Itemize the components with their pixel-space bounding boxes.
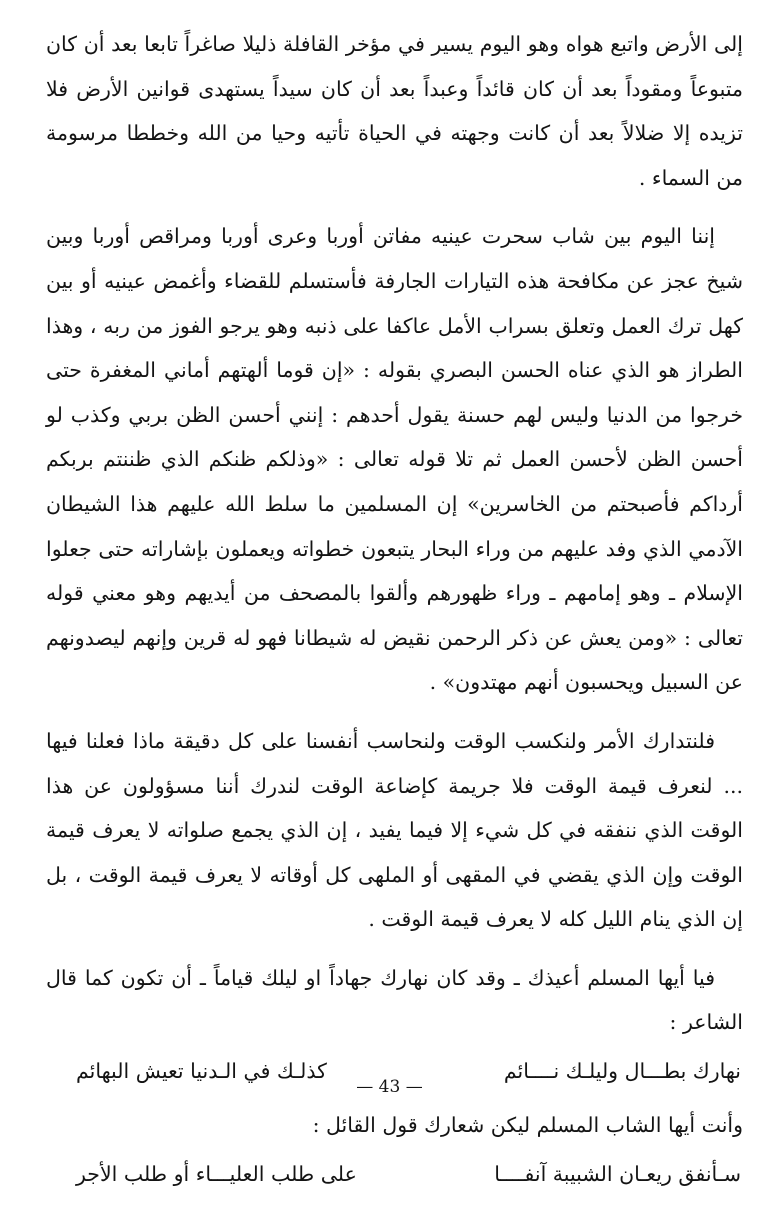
paragraph-modern-youth: إننا اليوم بين شاب سحرت عينيه مفاتن أوربا وعرى أوربا ومراقص أوربا وبين شيخ عجز عن مكافحة هذه التيارات الجارفة فأستسلم للقضاء وأغمض عينيه أو بين كهل ترك العمل وتعلق بسراب الأمل عاكفا على ذنبه وهو يرجو الفوز من ربه ، وهذا الطراز هو الذي عناه الحسن البصري بقوله : «إن قوما ألهتهم أماني المغفرة حتى خرجوا من الدنيا وليس لهم حسنة يقول أحدهم : إنني أحسن الظن بربي وكذب لو أحسن الظن لأحسن العمل ثم تلا قوله تعالى : «وذلكم ظنكم الذي ظننتم بربكم أرداكم فأصبحتم من الخاسرين» إن المسلمين ما سلط الله عليهم هذا الشيطان الآدمي الذي وفد عليهم من وراء البحار يتبعون خطواته ويعملون بإشاراته حتى جعلوا الإسلام ـ وهو إمامهم ـ وراء ظهورهم وألقوا بالمصحف من أيديهم وهو معني قوله تعالى : «ومن يعش عن ذكر الرحمن نقيض له شيطانا فهو له قرين وإنهم ليصدونهم عن السبيل ويحسبون أنهم مهتدون» . xyxy=(46,224,743,695)
paragraph-continuation: إلى الأرض واتبع هواه وهو اليوم يسير في مؤخر القافلة ذليلا صاغراً تابعا بعد أن كان متبوعاً ومقوداً بعد أن كان قائداً وعبداً بعد أن كان سيداً يستهدى قوانين الأرض فلا تزيده إلا ضلالاً بعد أن كانت وجهته في الحياة تأتيه وحيا من الله وخططا مرسومة من السماء . xyxy=(46,32,743,190)
paragraph-value-of-time: فلنتدارك الأمر ولنكسب الوقت ولنحاسب أنفسنا على كل دقيقة ماذا فعلنا فيها ... لنعرف قيمة الوقت فلا جريمة كإضاعة الوقت لندرك أننا مسؤولون عن هذا الوقت الذي ننفقه في كل شيء إلا فيما يفيد ، إن الذي يجمع صلواته لا يعرف قيمة الوقت وإن الذي يقضي في المقهى أو الملهى كل أوقاته لا يعرف قيمة الوقت ، بل إن الذي ينام الليل كله لا يعرف قيمة الوقت . xyxy=(46,728,743,932)
page-number: — 43 — xyxy=(356,1077,423,1097)
verse-2-first-hemistich: سـأنفق ريعـان الشبيبة آنفــــا xyxy=(494,1161,741,1186)
line-after-verse: وأنت أيها الشاب المسلم ليكن شعارك قول القائل : xyxy=(312,1113,743,1138)
verse-1-second-hemistich: كذلـك في الـدنيا تعيش البهائم xyxy=(76,1059,327,1084)
paragraph-address-to-muslim: فيا أيها المسلم أعيذك ـ وقد كان نهارك جهاداً او ليلك قياماً ـ أن تكون كما قال الشاعر : xyxy=(46,965,743,1035)
verse-1-first-hemistich: نهارك بطـــال وليلـك نــــائم xyxy=(503,1059,741,1084)
poetry-verse-2 xyxy=(46,1152,743,1196)
verse-2-second-hemistich: على طلب العليـــاء أو طلب الأجر xyxy=(76,1161,357,1186)
